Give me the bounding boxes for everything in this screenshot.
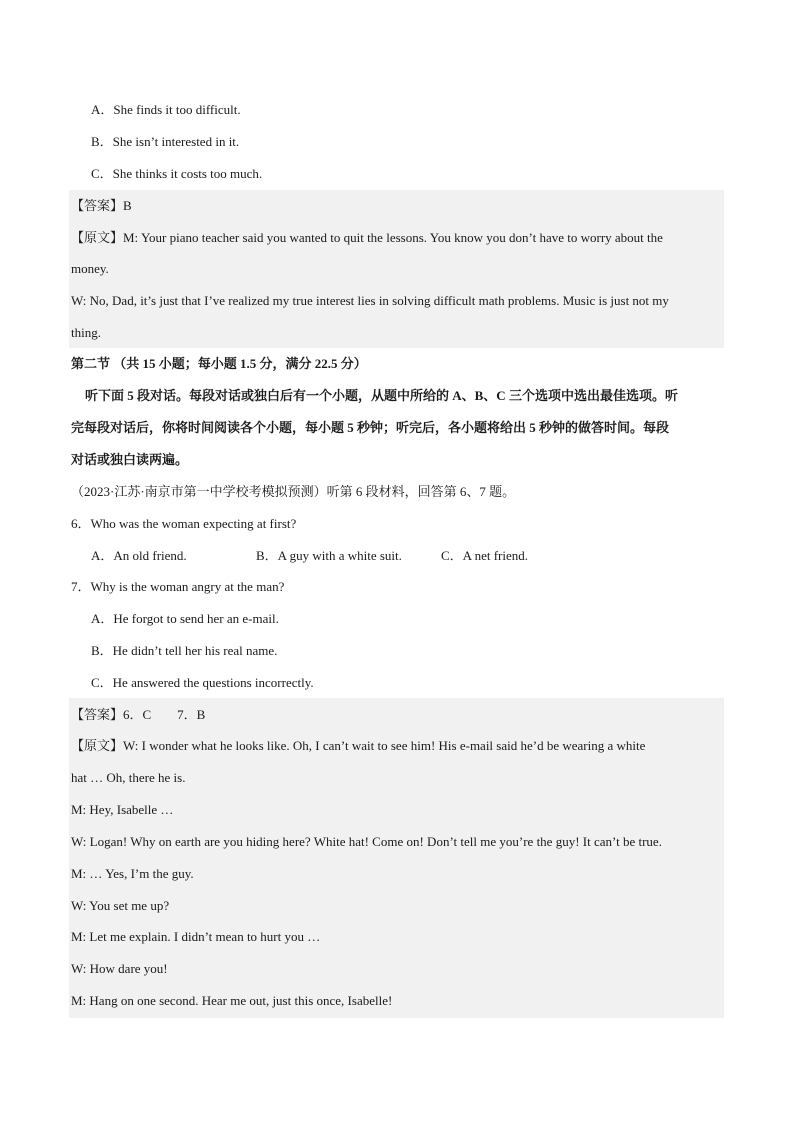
q7-option-b: B．He didn’t tell her his real name. bbox=[91, 643, 278, 658]
q5-transcript-line: money. bbox=[71, 261, 109, 276]
q6-question: 6．Who was the woman expecting at first? bbox=[71, 516, 297, 531]
transcript-line: M: Hang on one second. Hear me out, just this once, Isabelle! bbox=[71, 993, 393, 1008]
q5-transcript-line: W: No, Dad, it’s just that I’ve realized my true interest lies in solving difficult math problems. Music is just not my bbox=[71, 293, 669, 308]
transcript-line: hat … Oh, there he is. bbox=[71, 770, 186, 785]
q7-question: 7．Why is the woman angry at the man? bbox=[71, 579, 285, 594]
answers-6-7: 【答案】6．C 7．B bbox=[71, 707, 206, 722]
q5-answer: 【答案】B bbox=[71, 198, 132, 213]
section-title: 第二节 （共 15 小题；每小题 1.5 分，满分 22.5 分） bbox=[71, 356, 367, 371]
q6-option-a: A．An old friend. bbox=[91, 548, 187, 563]
transcript-line: W: How dare you! bbox=[71, 961, 168, 976]
transcript-line: W: You set me up? bbox=[71, 898, 170, 913]
source-note: （2023·江苏·南京市第一中学校考模拟预测）听第 6 段材料，回答第 6、7 题。 bbox=[71, 484, 516, 499]
q7-option-a: A．He forgot to send her an e-mail. bbox=[91, 611, 279, 626]
transcript-line: M: … Yes, I’m the guy. bbox=[71, 866, 194, 881]
q5-option-c: C．She thinks it costs too much. bbox=[91, 166, 263, 181]
answer-shade-block-1 bbox=[69, 190, 724, 348]
transcript-line: 【原文】W: I wonder what he looks like. Oh, I can’t wait to see him! His e-mail said he’d be wearing a white bbox=[71, 738, 646, 753]
q5-transcript-line: 【原文】M: Your piano teacher said you wanted to quit the lessons. You know you don’t have to worry about the bbox=[71, 230, 663, 245]
transcript-line: M: Let me explain. I didn’t mean to hurt you … bbox=[71, 929, 321, 944]
q6-option-b: B．A guy with a white suit. bbox=[256, 548, 402, 563]
transcript-line: W: Logan! Why on earth are you hiding here? White hat! Come on! Don’t tell me you’re the guy! It can’t be true. bbox=[71, 834, 662, 849]
section-instructions-line: 对话或独白读两遍。 bbox=[71, 452, 189, 467]
q5-option-a: A．She finds it too difficult. bbox=[91, 102, 241, 117]
transcript-line: M: Hey, Isabelle … bbox=[71, 802, 174, 817]
q5-transcript-line: thing. bbox=[71, 325, 101, 340]
section-instructions-line: 听下面 5 段对话。每段对话或独白后有一个小题，从题中所给的 A、B、C 三个选项中选出最佳选项。听 bbox=[85, 388, 678, 403]
section-instructions-line: 完每段对话后，你将时间阅读各个小题，每小题 5 秒钟；听完后，各小题将给出 5 秒钟的做答时间。每段 bbox=[71, 420, 670, 435]
q5-option-b: B．She isn’t interested in it. bbox=[91, 134, 240, 149]
q7-option-c: C．He answered the questions incorrectly. bbox=[91, 675, 314, 690]
q6-option-c: C．A net friend. bbox=[441, 548, 529, 563]
